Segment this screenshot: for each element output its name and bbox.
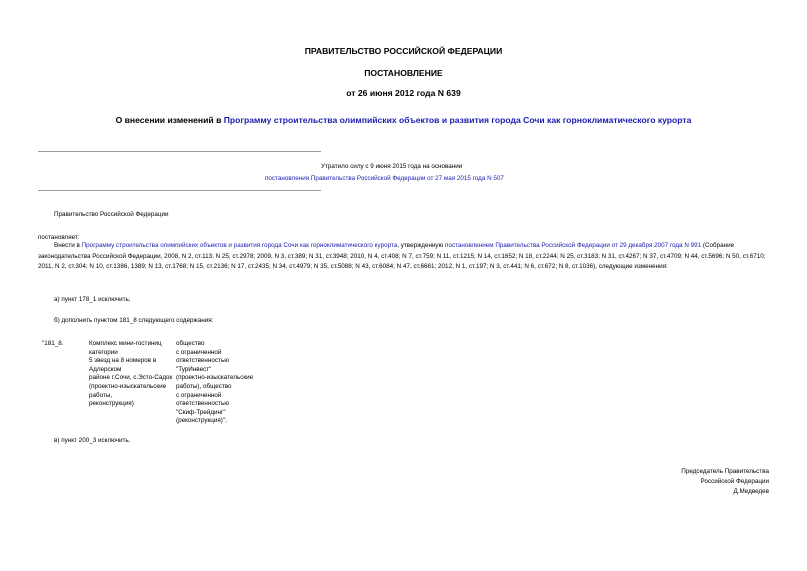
intro-text-3: (Собрание законодательства Российской Федерации, 2008, N 2, ст.113; N 25, ст.2978; 2009, N 3, ст.389; N 31, ст.3948; 2010, N 4, ст.408; N 7, ст.759; N 11, ст.1215; N 14, ст.1652; N 18, ст.2244; N 25, ст.3183; N 31, ст.4267; N 37, ст.4709; N 44, ст.5696; N 50, ст.6710; 2011, N 2, ст.304; N 10, ст.1386, 1389; N 13, ст.1768; N 15, ст.2136; N 17, ст.2435; N 34, ст.4979; N 35, ст.5088; N 43, ст.6084; N 47, ст.6661; 2012, N 1, ст.197; N 3, ст.441; N 6, ст.672; N 8, ст.1036), следующие изменения: <box>38 242 766 270</box>
intro-decree-link[interactable]: постановлением Правительства Российской Федерации от 29 декабря 2007 года N 991 <box>445 242 702 249</box>
intro-paragraph <box>38 241 771 273</box>
item-a: а) пункт 178_1 исключить; <box>54 296 131 303</box>
item-c: в) пункт 200_3 исключить. <box>54 437 131 444</box>
status-note-link[interactable]: постановления Правительства Российской Федерации от 27 мая 2015 года N 507 <box>265 175 504 182</box>
organization-heading: ПРАВИТЕЛЬСТВО РОССИЙСКОЙ ФЕДЕРАЦИИ <box>304 46 503 56</box>
title-program-link[interactable]: Программу строительства олимпийских объектов и развития города Сочи как горноклиматического курорта <box>223 115 692 125</box>
table-contractor-cell: общество с ограниченной ответственностью "ТурИнвест" (проектно-изыскательские работы), общество с ограниченной ответственностью "Скиф-Трейдинг" (реконструкция)"; <box>176 340 254 425</box>
signature-block <box>681 467 769 497</box>
separator-bottom <box>38 190 321 191</box>
intro-text-1: Внести в <box>54 242 82 249</box>
item-b: б) дополнить пунктом 181_8 следующего содержания: <box>54 317 214 324</box>
table-object-cell: Комплекс мини-гостиниц категории 5 звезд на 8 номеров в Адлерском районе г.Сочи, с.Эсто-Садок (проектно-изыскательские работы, реконструкция) <box>89 340 173 408</box>
table-row-number: "181_8. <box>42 340 64 347</box>
document-type-heading: ПОСТАНОВЛЕНИЕ <box>364 68 443 78</box>
signature-name: Д.Медведев <box>733 488 769 495</box>
title-prefix: О внесении изменений в <box>115 115 224 125</box>
signature-country: Российской Федерации <box>700 478 769 485</box>
separator-top <box>38 151 321 152</box>
intro-program-link[interactable]: Программу строительства олимпийских объектов и развития города Сочи как горноклиматического курорта <box>81 242 398 249</box>
intro-text-2: , утвержденную <box>397 242 446 249</box>
document-date-number: от 26 июня 2012 года N 639 <box>346 88 461 98</box>
document-title <box>100 115 707 126</box>
government-text: Правительство Российской Федерации <box>54 211 169 218</box>
signature-position: Председатель Правительства <box>681 468 769 475</box>
status-note-text: Утратило силу с 9 июня 2015 года на основании <box>321 163 463 170</box>
resolves-text: постановляет: <box>38 234 80 241</box>
